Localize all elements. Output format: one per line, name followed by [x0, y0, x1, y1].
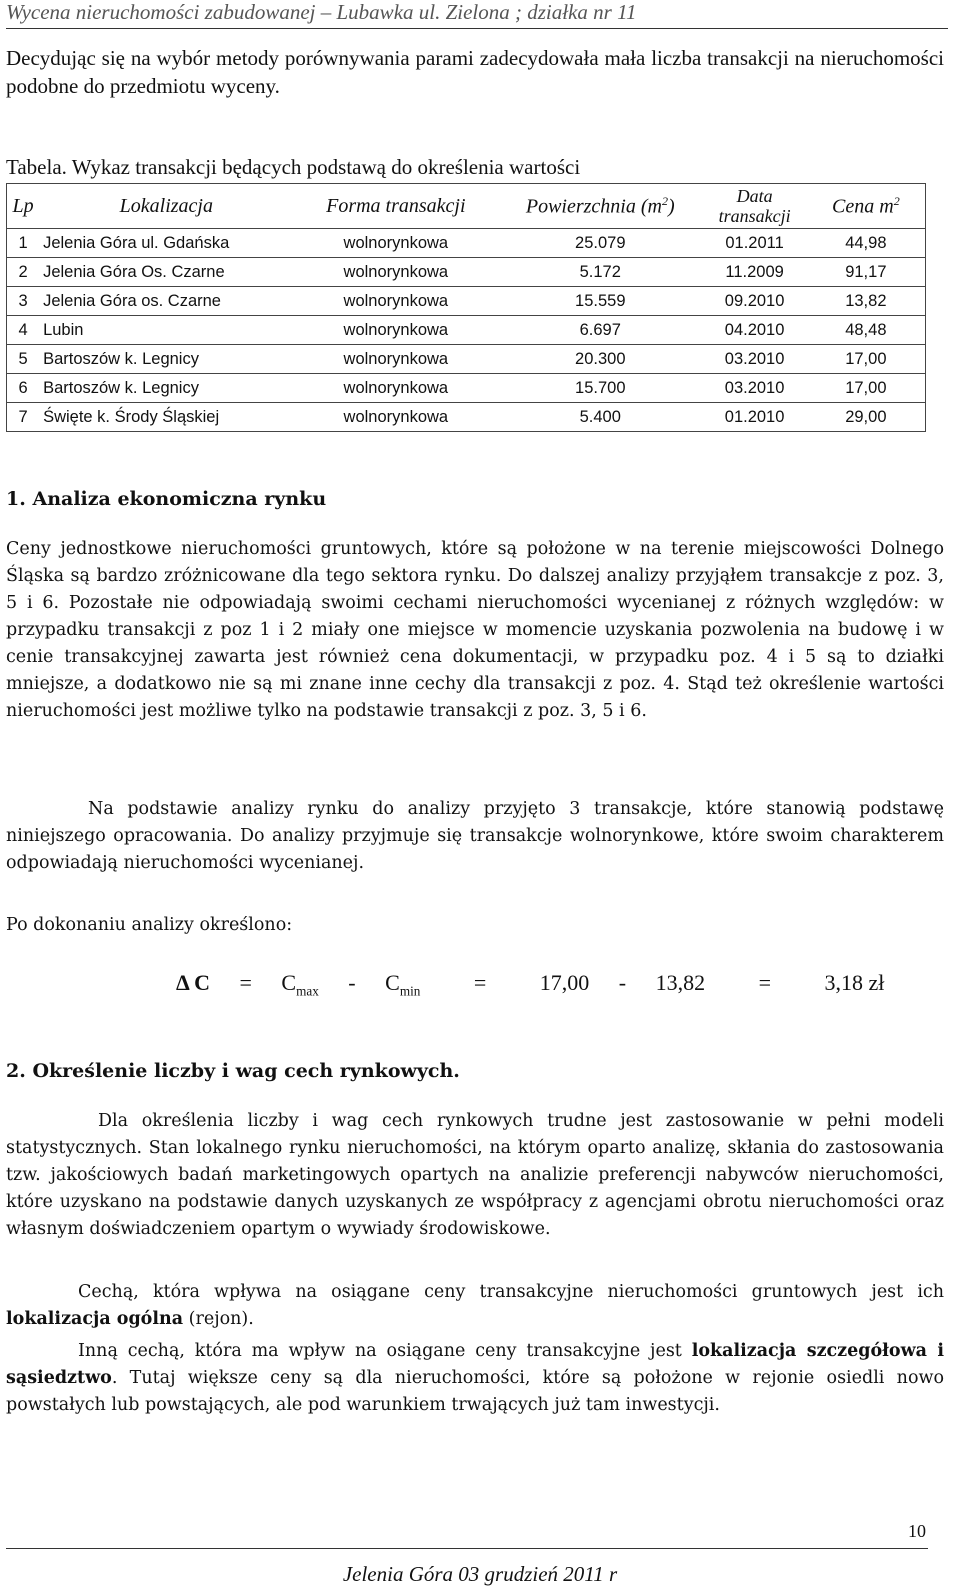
col-header-forma: Forma transakcji: [294, 184, 498, 229]
cell-lokalizacja: Jelenia Góra Os. Czarne: [39, 258, 294, 287]
page-number: 10: [908, 1521, 926, 1541]
table-row: [7, 258, 926, 287]
cell-data: 09.2010: [702, 287, 806, 316]
cell-forma: wolnorynkowa: [294, 287, 498, 316]
cell-lp: 3: [7, 287, 40, 316]
cell-forma: wolnorynkowa: [294, 258, 498, 287]
formula-minus-1: -: [348, 970, 356, 995]
section-2-paragraph-2: Cechą, która wpływa na osiągane ceny transakcyjne nieruchomości gruntowych jest ich lokalizacja ogólna (rejon).: [6, 1282, 944, 1329]
cell-cena: 13,82: [807, 287, 926, 316]
cell-data: 11.2009: [702, 258, 806, 287]
cell-lokalizacja: Bartoszów k. Legnicy: [39, 374, 294, 403]
table-row: [7, 374, 926, 403]
cell-cena: 29,00: [807, 403, 926, 432]
emphasis-lokalizacja-szczegolowa: lokalizacja szczegółowa i sąsiedztwo: [6, 1341, 944, 1388]
footer-divider: [6, 1548, 928, 1549]
transactions-table: [6, 183, 926, 432]
formula-delta-c: Δ C: [176, 970, 210, 995]
cell-cena: 17,00: [807, 374, 926, 403]
cell-cena: 44,98: [807, 229, 926, 258]
cell-lp: 4: [7, 316, 40, 345]
footer-text: Jelenia Góra 03 grudzień 2011 r: [342, 1562, 618, 1586]
cell-cena: 17,00: [807, 345, 926, 374]
cell-lokalizacja: Jelenia Góra ul. Gdańska: [39, 229, 294, 258]
header-divider: [6, 28, 948, 29]
section-2-paragraph-1: Dla określenia liczby i wag cech rynkowych trudne jest zastosowanie w pełni modeli statystycznych. Stan lokalnego rynku nieruchomości, na którym oparto analizę, skłania do zastosowania tzw. jakościowych badań marketingowych opartych na analizie preferencji nabywców nieruchomości, które uzyskano na podstawie danych uzyskanych ze współpracy z agencjami obrotu nieruchomości oraz własnym doświadczeniem opartym o wywiady środowiskowe.: [6, 1111, 944, 1239]
cell-lp: 1: [7, 229, 40, 258]
table-row: [7, 403, 926, 432]
cell-lp: 5: [7, 345, 40, 374]
cell-data: 03.2010: [702, 345, 806, 374]
cell-lp: 7: [7, 403, 40, 432]
cell-lokalizacja: Jelenia Góra os. Czarne: [39, 287, 294, 316]
section-1-paragraph-2: Na podstawie analizy rynku do analizy przyjęto 3 transakcje, które stanowią podstawę niniejszego opracowania. Do analizy przyjmuje się transakcje wolnorynkowe, które swoim charakterem odpowiadają nieruchomości wycenianej.: [6, 799, 944, 873]
section-1-paragraph-1: Ceny jednostkowe nieruchomości gruntowych, które są położone w na terenie miejscowości Dolnego Śląska są bardzo zróżnicowane dla tego sektora rynku. Do dalszej analizy przyjąłem transakcje z poz. 3, 5 i 6. Pozostałe nie odpowiadają swoimi cechami nieruchomości wycenianej z różnych względów: w przypadku transakcji z poz 1 i 2 miały one miejsce w momencie uzyskania pozwolenia na budowę i w cenie transakcyjnej zawarta jest również cena dokumentacji, w przypadku poz. 4 i 5 są to działki mniejsze, a dodatkowo nie są mi znane inne cechy dla transakcji z poz. 4. Stąd też określenie wartości nieruchomości jest możliwe tylko na podstawie transakcji z poz. 3, 5 i 6.: [6, 539, 944, 721]
formula-minus-2: -: [618, 970, 627, 995]
cell-lokalizacja: Święte k. Środy Śląskiej: [39, 403, 294, 432]
formula-result: 3,18 zł: [824, 970, 885, 995]
cell-powierzchnia: 5.400: [498, 403, 702, 432]
cell-data: 01.2010: [702, 403, 806, 432]
cell-powierzchnia: 25.079: [498, 229, 702, 258]
intro-paragraph: Decydując się na wybór metody porównywania parami zadecydowała mała liczba transakcji na nieruchomości podobne do przedmiotu wyceny.: [6, 46, 944, 98]
formula-c-min: $C_{min}$: [385, 970, 421, 999]
delta-c-formula: [176, 970, 884, 999]
section-1-paragraph-3: Po dokonaniu analizy określono:: [6, 915, 293, 935]
table-row: [7, 316, 926, 345]
cell-forma: wolnorynkowa: [294, 374, 498, 403]
emphasis-lokalizacja-ogolna: lokalizacja ogólna: [6, 1309, 184, 1329]
col-header-powierzchnia: Powierzchnia $(m^2)$: [498, 184, 702, 229]
table-caption: Tabela. Wykaz transakcji będących podstawą do określenia wartości: [6, 155, 581, 179]
cell-powierzchnia: 15.559: [498, 287, 702, 316]
table-row: [7, 345, 926, 374]
cell-data: 01.2011: [702, 229, 806, 258]
cell-powierzchnia: 5.172: [498, 258, 702, 287]
header-title: Wycena nieruchomości zabudowanej – Lubawka ul. Zielona ; działka nr 11: [6, 0, 637, 24]
cell-forma: wolnorynkowa: [294, 345, 498, 374]
cell-forma: wolnorynkowa: [294, 229, 498, 258]
formula-equals-2: =: [473, 970, 487, 995]
cell-lokalizacja: Lubin: [39, 316, 294, 345]
page-header: [6, 0, 946, 30]
formula-c-max: $C_{max}$: [281, 970, 319, 999]
cell-forma: wolnorynkowa: [294, 403, 498, 432]
cell-powierzchnia: 6.697: [498, 316, 702, 345]
cell-lp: 2: [7, 258, 40, 287]
col-header-data: Data transakcji: [702, 184, 806, 229]
section-1-title: 1. Analiza ekonomiczna rynku: [6, 488, 327, 510]
table-row: [7, 229, 926, 258]
cell-data: 04.2010: [702, 316, 806, 345]
section-2-paragraph-3: Inną cechą, która ma wpływ na osiągane ceny transakcyjne jest lokalizacja szczegółowa i sąsiedztwo. Tutaj większe ceny są dla nieruchomości, które są położone w rejonie osiedli nowo powstałych lub powstających, ale pod warunkiem trwających już tam inwestycji.: [6, 1341, 944, 1415]
section-2-title: 2. Określenie liczby i wag cech rynkowych.: [6, 1060, 460, 1082]
cell-forma: wolnorynkowa: [294, 316, 498, 345]
cell-cena: 48,48: [807, 316, 926, 345]
cell-data: 03.2010: [702, 374, 806, 403]
table-row: [7, 287, 926, 316]
col-header-cena: Cena $m^2$: [807, 184, 926, 229]
col-header-lokalizacja: Lokalizacja: [39, 184, 294, 229]
formula-value-1: 17,00: [539, 970, 590, 995]
formula-equals-1: =: [239, 970, 252, 995]
cell-powierzchnia: 20.300: [498, 345, 702, 374]
formula-equals-3: =: [758, 970, 771, 995]
cell-lokalizacja: Bartoszów k. Legnicy: [39, 345, 294, 374]
formula-value-2: 13,82: [655, 970, 706, 995]
cell-powierzchnia: 15.700: [498, 374, 702, 403]
cell-cena: 91,17: [807, 258, 926, 287]
col-header-lp: Lp: [7, 184, 40, 229]
table-header-row: [7, 184, 926, 229]
cell-lp: 6: [7, 374, 40, 403]
